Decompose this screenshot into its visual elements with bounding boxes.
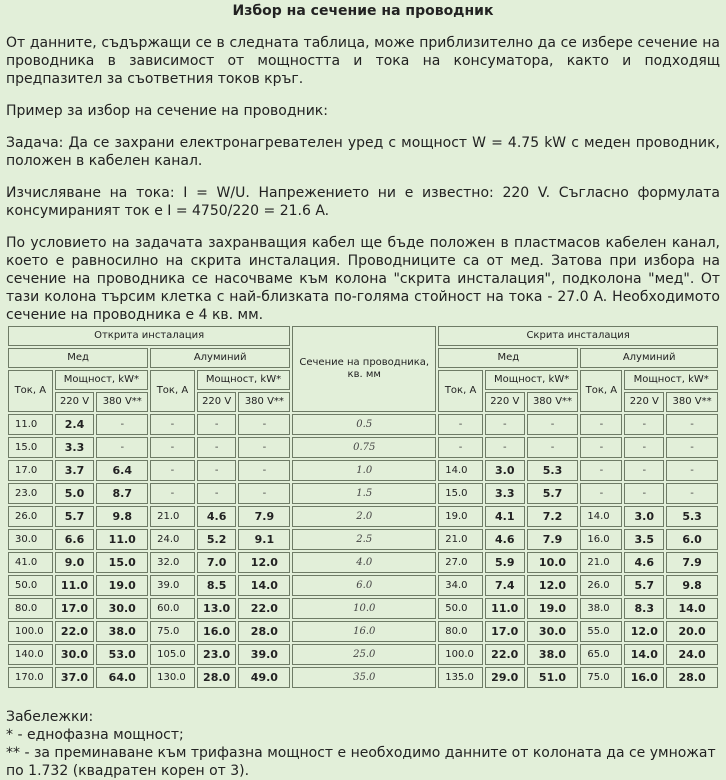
table-cell: 11.0 bbox=[55, 575, 95, 596]
table-cell: 22.0 bbox=[238, 598, 290, 619]
section-cell: 25.0 bbox=[292, 644, 436, 665]
table-cell: - bbox=[438, 437, 483, 458]
table-cell: 7.2 bbox=[527, 506, 579, 527]
table-row bbox=[8, 621, 718, 642]
note-2: ** - за преминаване към трифазна мощност е необходимо данните от колоната да се умножат по 1.732 (квадратен корен от 3). bbox=[6, 745, 716, 779]
table-cell: 60.0 bbox=[150, 598, 195, 619]
header-220v: 220 V bbox=[624, 392, 664, 412]
header-380v: 380 V** bbox=[96, 392, 148, 412]
table-cell: 170.0 bbox=[8, 667, 53, 688]
table-cell: 21.0 bbox=[438, 529, 483, 550]
table-cell: 22.0 bbox=[485, 644, 525, 665]
table-cell: 19.0 bbox=[96, 575, 148, 596]
table-cell: 14.0 bbox=[624, 644, 664, 665]
table-cell: 4.6 bbox=[197, 506, 237, 527]
table-row bbox=[8, 575, 718, 596]
table-cell: 37.0 bbox=[55, 667, 95, 688]
table-cell: 21.0 bbox=[150, 506, 195, 527]
table-cell: 24.0 bbox=[150, 529, 195, 550]
table-cell: 29.0 bbox=[485, 667, 525, 688]
header-380v: 380 V** bbox=[238, 392, 290, 412]
table-cell: 9.1 bbox=[238, 529, 290, 550]
table-cell: 55.0 bbox=[580, 621, 622, 642]
header-aluminum-open: Алуминий bbox=[150, 348, 290, 368]
header-current: Ток, A bbox=[150, 370, 195, 412]
table-cell: - bbox=[580, 437, 622, 458]
table-cell: 16.0 bbox=[197, 621, 237, 642]
table-cell: - bbox=[666, 437, 718, 458]
task-paragraph: Задача: Да се захрани електронагревателен уред с мощност W = 4.75 kW с меден проводник, положен в кабелен канал. bbox=[6, 135, 720, 169]
table-cell: - bbox=[580, 460, 622, 481]
table-row bbox=[8, 598, 718, 619]
table-cell: 49.0 bbox=[238, 667, 290, 688]
table-cell: 8.5 bbox=[197, 575, 237, 596]
table-cell: 100.0 bbox=[8, 621, 53, 642]
table-cell: 9.0 bbox=[55, 552, 95, 573]
table-cell: - bbox=[527, 437, 579, 458]
table-row bbox=[8, 529, 718, 550]
table-cell: 6.6 bbox=[55, 529, 95, 550]
table-cell: 27.0 bbox=[438, 552, 483, 573]
table-cell: 20.0 bbox=[666, 621, 718, 642]
header-power: Мощност, kW* bbox=[197, 370, 291, 390]
table-cell: - bbox=[580, 414, 622, 435]
table-cell: 19.0 bbox=[527, 598, 579, 619]
header-current: Ток, A bbox=[580, 370, 622, 412]
table-cell: - bbox=[150, 460, 195, 481]
calc-paragraph: Изчисляване на тока: I = W/U. Напрежението ни е известно: 220 V. Съгласно формулата консумираният ток е I = 4750/220 = 21.6 A. bbox=[6, 185, 720, 219]
header-380v: 380 V** bbox=[666, 392, 718, 412]
table-cell: - bbox=[96, 437, 148, 458]
table-cell: 23.0 bbox=[8, 483, 53, 504]
table-cell: 14.0 bbox=[238, 575, 290, 596]
table-cell: 105.0 bbox=[150, 644, 195, 665]
table-cell: 75.0 bbox=[580, 667, 622, 688]
table-row bbox=[8, 414, 718, 435]
table-cell: - bbox=[527, 414, 579, 435]
table-cell: 30.0 bbox=[8, 529, 53, 550]
section-cell: 16.0 bbox=[292, 621, 436, 642]
note-1: * - еднофазна мощност; bbox=[6, 727, 184, 743]
header-220v: 220 V bbox=[485, 392, 525, 412]
table-cell: 8.7 bbox=[96, 483, 148, 504]
table-cell: 53.0 bbox=[96, 644, 148, 665]
table-body bbox=[8, 414, 718, 688]
intro-paragraph: От данните, съдържащи се в следната таблица, може приблизително да се избере сечение на проводника в зависимост от мощността и тока на консуматора, както и подходящ предпазител за съответния токов кръг. bbox=[6, 35, 720, 87]
table-cell: 14.0 bbox=[666, 598, 718, 619]
table-cell: - bbox=[238, 414, 290, 435]
table-cell: - bbox=[624, 483, 664, 504]
table-cell: 15.0 bbox=[8, 437, 53, 458]
table-cell: 5.3 bbox=[527, 460, 579, 481]
table-row bbox=[8, 506, 718, 527]
table-cell: 39.0 bbox=[150, 575, 195, 596]
table-cell: - bbox=[438, 414, 483, 435]
table-cell: 13.0 bbox=[197, 598, 237, 619]
table-cell: 16.0 bbox=[580, 529, 622, 550]
table-cell: 17.0 bbox=[485, 621, 525, 642]
table-cell: 4.6 bbox=[624, 552, 664, 573]
table-cell: 5.7 bbox=[527, 483, 579, 504]
table-cell: - bbox=[666, 483, 718, 504]
table-cell: 50.0 bbox=[8, 575, 53, 596]
table-cell: 3.3 bbox=[485, 483, 525, 504]
header-power: Мощност, kW* bbox=[55, 370, 149, 390]
header-380v: 380 V** bbox=[527, 392, 579, 412]
table-cell: 15.0 bbox=[96, 552, 148, 573]
table-cell: 38.0 bbox=[580, 598, 622, 619]
table-cell: 3.0 bbox=[624, 506, 664, 527]
table-cell: - bbox=[197, 460, 237, 481]
table-cell: - bbox=[485, 414, 525, 435]
section-cell: 1.0 bbox=[292, 460, 436, 481]
table-cell: - bbox=[150, 483, 195, 504]
table-cell: - bbox=[238, 483, 290, 504]
explanation-paragraph: По условието на задачата захранващия кабел ще бъде положен в пластмасов кабелен канал, което е равносилно на скрита инсталация. Проводниците са от мед. Затова при избора на сечение на проводника се насочваме към колона "скрита инсталация", подколона "мед". От тази колона търсим клетка с най-близката по-голяма стойност на тока - 27.0 A. Необходимото сечение на проводника е 4 кв. мм. bbox=[6, 235, 720, 323]
section-table bbox=[6, 324, 720, 690]
table-cell: - bbox=[96, 414, 148, 435]
table-cell: 75.0 bbox=[150, 621, 195, 642]
table-cell: 3.5 bbox=[624, 529, 664, 550]
table-cell: 5.9 bbox=[485, 552, 525, 573]
section-cell: 35.0 bbox=[292, 667, 436, 688]
table-cell: 2.4 bbox=[55, 414, 95, 435]
table-cell: 7.9 bbox=[238, 506, 290, 527]
table-cell: 28.0 bbox=[666, 667, 718, 688]
table-cell: 11.0 bbox=[96, 529, 148, 550]
table-cell: 5.0 bbox=[55, 483, 95, 504]
table-cell: 130.0 bbox=[150, 667, 195, 688]
table-cell: 3.7 bbox=[55, 460, 95, 481]
table-cell: 50.0 bbox=[438, 598, 483, 619]
table-cell: 22.0 bbox=[55, 621, 95, 642]
table-row bbox=[8, 667, 718, 688]
table-cell: 17.0 bbox=[55, 598, 95, 619]
header-copper-hidden: Мед bbox=[438, 348, 578, 368]
table-cell: 135.0 bbox=[438, 667, 483, 688]
table-row bbox=[8, 483, 718, 504]
table-cell: 80.0 bbox=[8, 598, 53, 619]
header-hidden-install: Скрита инсталация bbox=[438, 326, 718, 346]
article bbox=[0, 2, 726, 780]
table-cell: 5.7 bbox=[55, 506, 95, 527]
table-cell: - bbox=[197, 414, 237, 435]
table-cell: 3.3 bbox=[55, 437, 95, 458]
section-cell: 4.0 bbox=[292, 552, 436, 573]
table-cell: - bbox=[238, 460, 290, 481]
table-cell: - bbox=[197, 483, 237, 504]
table-cell: 39.0 bbox=[238, 644, 290, 665]
table-cell: 9.8 bbox=[666, 575, 718, 596]
table-cell: 7.0 bbox=[197, 552, 237, 573]
table-cell: 7.9 bbox=[666, 552, 718, 573]
table-cell: 23.0 bbox=[197, 644, 237, 665]
section-cell: 2.0 bbox=[292, 506, 436, 527]
table-cell: 100.0 bbox=[438, 644, 483, 665]
table-cell: 5.7 bbox=[624, 575, 664, 596]
header-power: Мощност, kW* bbox=[485, 370, 579, 390]
table-cell: 10.0 bbox=[527, 552, 579, 573]
table-cell: 11.0 bbox=[8, 414, 53, 435]
table-cell: 17.0 bbox=[8, 460, 53, 481]
table-cell: 9.8 bbox=[96, 506, 148, 527]
header-open-install: Открита инсталация bbox=[8, 326, 290, 346]
header-aluminum-hidden: Алуминий bbox=[580, 348, 718, 368]
table-cell: 5.3 bbox=[666, 506, 718, 527]
table-cell: 11.0 bbox=[485, 598, 525, 619]
table-row bbox=[8, 552, 718, 573]
table-cell: - bbox=[150, 437, 195, 458]
section-cell: 1.5 bbox=[292, 483, 436, 504]
table-cell: 12.0 bbox=[527, 575, 579, 596]
table-cell: - bbox=[580, 483, 622, 504]
table-cell: - bbox=[624, 460, 664, 481]
header-current: Ток, A bbox=[8, 370, 53, 412]
table-cell: 28.0 bbox=[197, 667, 237, 688]
table-cell: 41.0 bbox=[8, 552, 53, 573]
table-cell: - bbox=[150, 414, 195, 435]
table-cell: 4.1 bbox=[485, 506, 525, 527]
table-cell: 38.0 bbox=[527, 644, 579, 665]
example-heading: Пример за избор на сечение на проводник: bbox=[6, 103, 328, 119]
notes bbox=[6, 708, 720, 780]
table-row bbox=[8, 437, 718, 458]
table-cell: - bbox=[197, 437, 237, 458]
table-cell: 26.0 bbox=[580, 575, 622, 596]
table-cell: 12.0 bbox=[624, 621, 664, 642]
table-cell: 5.2 bbox=[197, 529, 237, 550]
table-cell: 30.0 bbox=[55, 644, 95, 665]
table-cell: 140.0 bbox=[8, 644, 53, 665]
table-cell: 65.0 bbox=[580, 644, 622, 665]
table-cell: 6.0 bbox=[666, 529, 718, 550]
header-copper-open: Мед bbox=[8, 348, 148, 368]
table-cell: 28.0 bbox=[238, 621, 290, 642]
notes-heading: Забележки: bbox=[6, 709, 94, 725]
table-cell: 7.9 bbox=[527, 529, 579, 550]
section-cell: 0.5 bbox=[292, 414, 436, 435]
table-cell: 34.0 bbox=[438, 575, 483, 596]
table-cell: 21.0 bbox=[580, 552, 622, 573]
table-cell: 26.0 bbox=[8, 506, 53, 527]
header-220v: 220 V bbox=[197, 392, 237, 412]
header-current: Ток, A bbox=[438, 370, 483, 412]
page-title: Избор на сечение на проводник bbox=[232, 3, 494, 19]
section-cell: 0.75 bbox=[292, 437, 436, 458]
table-cell: - bbox=[624, 437, 664, 458]
table-cell: 14.0 bbox=[438, 460, 483, 481]
header-power: Мощност, kW* bbox=[624, 370, 718, 390]
table-cell: 14.0 bbox=[580, 506, 622, 527]
table-cell: 3.0 bbox=[485, 460, 525, 481]
header-220v: 220 V bbox=[55, 392, 95, 412]
table-cell: - bbox=[624, 414, 664, 435]
table-cell: 15.0 bbox=[438, 483, 483, 504]
section-cell: 10.0 bbox=[292, 598, 436, 619]
table-cell: - bbox=[666, 460, 718, 481]
table-cell: 38.0 bbox=[96, 621, 148, 642]
table-cell: 4.6 bbox=[485, 529, 525, 550]
table-cell: 30.0 bbox=[96, 598, 148, 619]
table-cell: - bbox=[238, 437, 290, 458]
table-cell: 12.0 bbox=[238, 552, 290, 573]
table-cell: - bbox=[666, 414, 718, 435]
table-row bbox=[8, 460, 718, 481]
table-cell: 7.4 bbox=[485, 575, 525, 596]
table-cell: 16.0 bbox=[624, 667, 664, 688]
table-cell: 24.0 bbox=[666, 644, 718, 665]
table-cell: 32.0 bbox=[150, 552, 195, 573]
table-cell: 19.0 bbox=[438, 506, 483, 527]
table-cell: 8.3 bbox=[624, 598, 664, 619]
table-cell: 80.0 bbox=[438, 621, 483, 642]
section-cell: 6.0 bbox=[292, 575, 436, 596]
table-row bbox=[8, 644, 718, 665]
table-cell: 6.4 bbox=[96, 460, 148, 481]
table-cell: - bbox=[485, 437, 525, 458]
table-cell: 30.0 bbox=[527, 621, 579, 642]
section-cell: 2.5 bbox=[292, 529, 436, 550]
header-section: Сечение на проводника, кв. мм bbox=[292, 326, 436, 412]
table-cell: 51.0 bbox=[527, 667, 579, 688]
table-cell: 64.0 bbox=[96, 667, 148, 688]
